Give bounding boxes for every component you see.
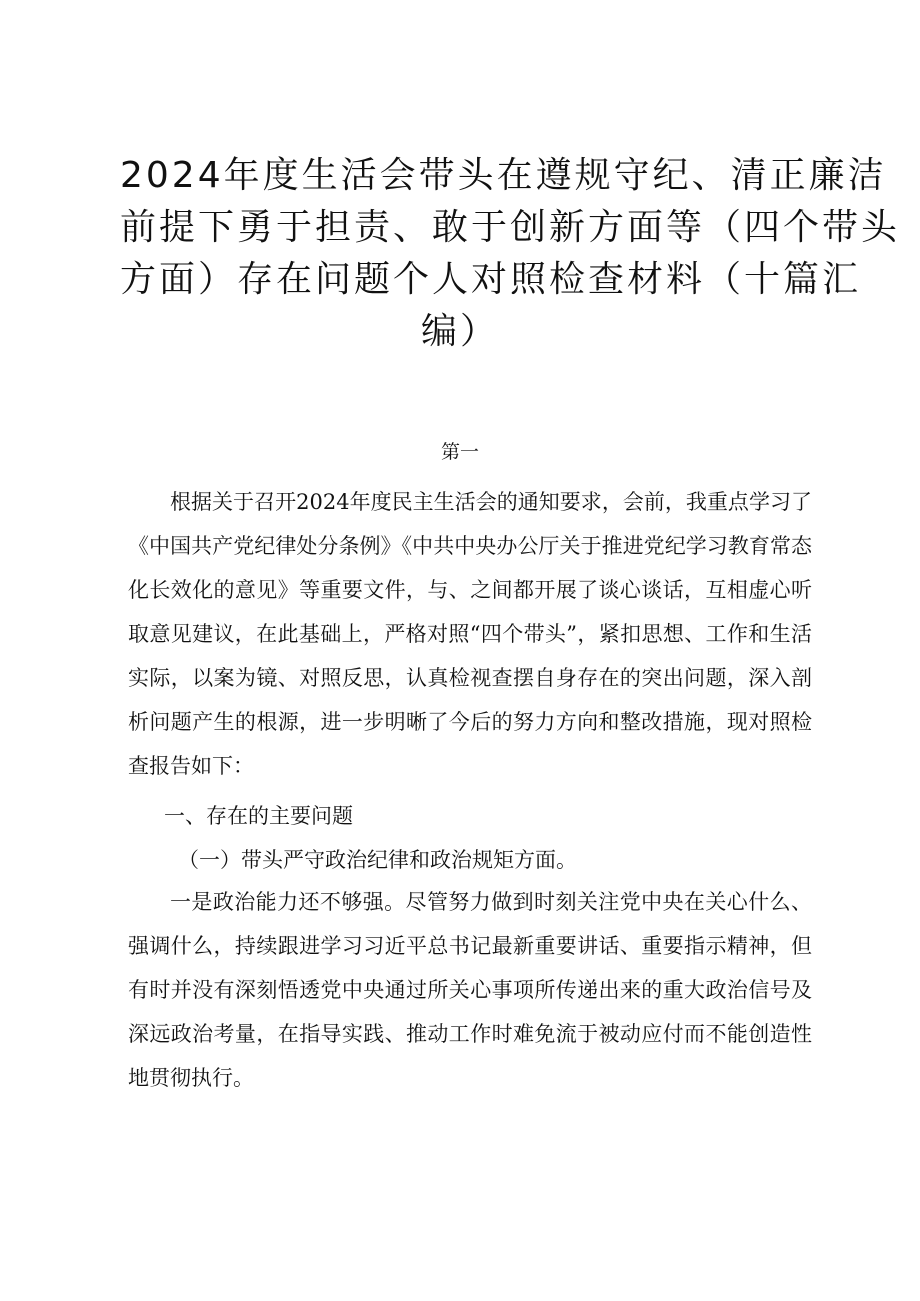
title-line: 编）: [420, 311, 499, 352]
section-heading: 一、存在的主要问题: [164, 804, 353, 828]
document-title: [120, 150, 901, 358]
title-line: 前提下勇于担责、敢于创新方面等（四个带头: [120, 207, 901, 248]
body-paragraph: 一是政治能力还不够强。尽管努力做到时刻关注党中央在关心什么、强调什么，持续跟进学习习近平总书记最新重要讲话、重要指示精神，但有时并没有深刻悟透党中央通过所关心事项所传递出来的重大政治信号及深远政治考量，在指导实践、推动工作时难免流于被动应付而不能创造性地贯彻执行。: [128, 890, 812, 1090]
sub-heading: （一）带头严守政治纪律和政治规矩方面。: [178, 848, 577, 872]
intro-paragraph: 根据关于召开2024年度民主生活会的通知要求，会前，我重点学习了《中国共产党纪律处分条例》《中共中央办公厅关于推进党纪学习教育常态化长效化的意见》等重要文件，与、之间都开展了谈心谈话，互相虚心听取意见建议，在此基础上，严格对照“四个带头”，紧扣思想、工作和生活实际，以案为镜、对照反思，认真检视查摆自身存在的突出问题，深入剖析问题产生的根源，进一步明晰了今后的努力方向和整改措施，现对照检查报告如下：: [128, 490, 812, 778]
section-label: 第一: [440, 441, 479, 463]
title-line: 2024年度生活会带头在遵规守纪、清正廉洁: [120, 155, 887, 196]
title-line: 方面）存在问题个人对照检查材料（十篇汇: [120, 259, 862, 300]
